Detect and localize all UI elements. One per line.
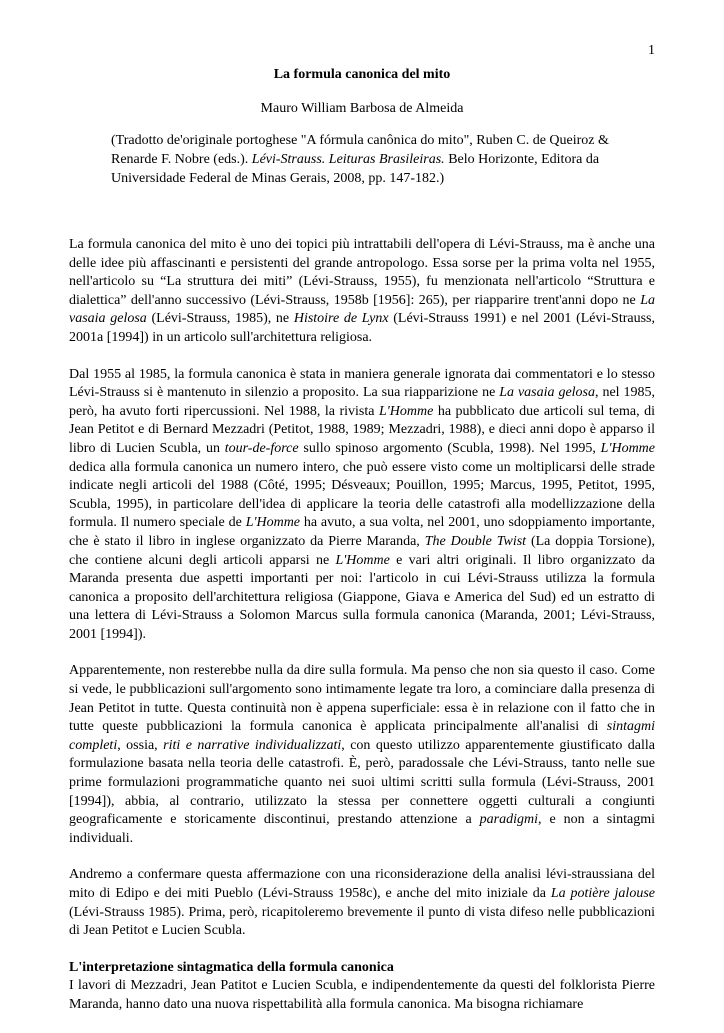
text-run: (Lévi-Strauss, 1985), ne (146, 311, 294, 327)
italic-run: riti e narrative individualizzati (163, 737, 342, 753)
text-run: e vari altri originali. Il libro organizzato da Maranda presenta due aspetti importanti per noi: l'articolo in cui Lévi-Strauss utilizza la formula canonica a proposito dell'architettura religiosa (Giappone, Giava e America del Sud) ed un estratto di una lettera di Lévi-Strauss a Solomon Marcus sulla formula canonica (Maranda, 2001; Lévi-Strauss, 2001 [1994]). (69, 552, 655, 642)
italic-run: The Double Twist (424, 533, 527, 549)
text-run: , con questo utilizzo apparentemente giustificato dalla formulazione basata nella teoria delle catastrofi. È, però, paradossale che Lévi-Strauss, tanto nelle sue prime formulazioni programmatiche quanto nei suoi ultimi scritti sulla formula (Lévi-Strauss, 2001 [1994]), abbia, al contrario, utilizzato la stessa per connettere oggetti culturali a congiunti geograficamente e storicamente discontinui, prestando attenzione a (69, 737, 656, 828)
text-run: ha avuto, a sua volta, nel 2001, uno sdoppiamento importante, che è stato il libro in inglese organizzato da Pierre Maranda, (69, 515, 655, 549)
text-run: (Lévi-Strauss 1991) e nel 2001 (Lévi-Strauss, 2001a [1994]) in un articolo sull'architettura religiosa. (69, 311, 655, 345)
text-run: ha pubblicato due articoli sul tema, di Jean Petitot e di Bernard Mezzadri (Petitot, 1988, 1989; Mezzadri, 1988), e dieci anni dopo è apparso il libro di Lucien Scubla, un (69, 403, 655, 456)
note-text: (Tradotto de'originale portoghese "A fórmula canônica do mito", Ruben C. de Queiroz & Renarde F. Nobre (eds.). (111, 133, 609, 167)
italic-run: paradigmi (479, 812, 538, 828)
italic-run: La potière jalouse (550, 886, 655, 901)
paragraph-4 (69, 866, 655, 940)
text-run: La formula canonica del mito è uno dei topici più intrattabili dell'opera di Lévi-Strauss, ma è anche una delle idee più affascinanti e persistenti del grande antropologo. Essa sorse per la prima volta nel 1955, nell'articolo su “La struttura dei miti” (Lévi-Strauss, 1955), fu menzionata nell'articolo “Struttura e dialettica” dell'anno successivo (Lévi-Strauss, 1958b [1956]: 265), per riapparire trent'anni dopo ne (69, 237, 655, 308)
paragraph-5 (69, 977, 655, 1014)
italic-run: L'Homme (245, 515, 301, 531)
text-run: sullo spinoso argomento (Scubla, 1998). Nel 1995, (298, 440, 601, 456)
italic-run: L'Homme (600, 440, 655, 456)
italic-run: L'Homme (379, 403, 434, 419)
italic-run: La vasaia gelosa (499, 385, 596, 401)
text-run: Dal 1955 al 1985, la formula canonica è stata in maniera generale ignorata dai commentatori e lo stesso Lévi-Strauss si è mantenuto in silenzio a proposito. La sua riapparizione ne (69, 366, 655, 401)
page-number: 1 (648, 43, 655, 58)
document-title: La formula canonica del mito (273, 67, 451, 82)
text-run: (La doppia Torsione), che contiene alcuni degli articoli apparsi ne (69, 533, 655, 568)
text-run: , nel 1985, però, ha avuto forti ripercussioni. Nel 1988, la rivista (69, 385, 655, 419)
text-run: , ossia, (117, 737, 164, 753)
italic-run: tour-de-force (224, 440, 299, 456)
document-body (69, 236, 655, 1033)
section-heading: L'interpretazione sintagmatica della formula canonica (69, 959, 394, 975)
italic-run: sintagmi completi (69, 719, 655, 753)
text-run: (Lévi-Strauss 1985). Prima, però, ricapitoleremo brevemente il punto di vista difeso nelle pubblicazioni di Jean Petitot e Lucien Scubla. (69, 904, 655, 939)
italic-run: Histoire de Lynx (293, 311, 389, 327)
italic-run: L'Homme (335, 552, 390, 568)
text-run: Apparentemente, non resterebbe nulla da dire sulla formula. Ma penso che non sia questo il caso. Come si vede, le pubblicazioni sull'argomento sono intimamente legate tra loro, a cominciare dalla presenza di Jean Petitot in tutte. Questa continuità non è appena superficiale: essa è in relazione con il fatto che in tutte queste pubblicazioni la formula canonica è applicata principalmente all'analisi di (69, 663, 655, 735)
paragraph-1 (69, 236, 655, 348)
note-italic-title: Lévi-Strauss. Leituras Brasileiras. (251, 152, 445, 167)
paragraph-2 (69, 366, 655, 645)
translation-note (111, 131, 655, 188)
text-run: dedica alla formula canonica un numero intero, che può essere visto come un moltiplicarsi delle strade indicate negli articoli del 1988 (Côté, 1995; Désveaux; Pouillon, 1995; Marcus, 1995, Petitot, 1995, Scubla, 1995), in particolare dell'idea di applicare la teoria delle catastrofi alla modellizzazione della formula. Il numero speciale de (69, 459, 655, 531)
italic-run: La vasaia gelosa (69, 292, 655, 327)
text-run: Andremo a confermare questa affermazione con una riconsiderazione della analisi lévi-straussiana del mito di Edipo e dei miti Pueblo (Lévi-Strauss 1958c), e anche del mito iniziale da (69, 867, 655, 901)
author-name: Mauro William Barbosa de Almeida (260, 101, 464, 116)
note-text: Belo Horizonte, Editora da Universidade Federal de Minas Gerais, 2008, pp. 147-182.) (111, 152, 600, 186)
text-run: , e non a sintagmi individuali. (69, 812, 656, 846)
paragraph-3 (69, 662, 655, 848)
text-run: I lavori di Mezzadri, Jean Patitot e Lucien Scubla, e indipendentemente da questi del folklorista Pierre Maranda, hanno dato una nuova rispettabilità alla formula canonica. Ma bisogna richiamare (69, 978, 655, 1012)
